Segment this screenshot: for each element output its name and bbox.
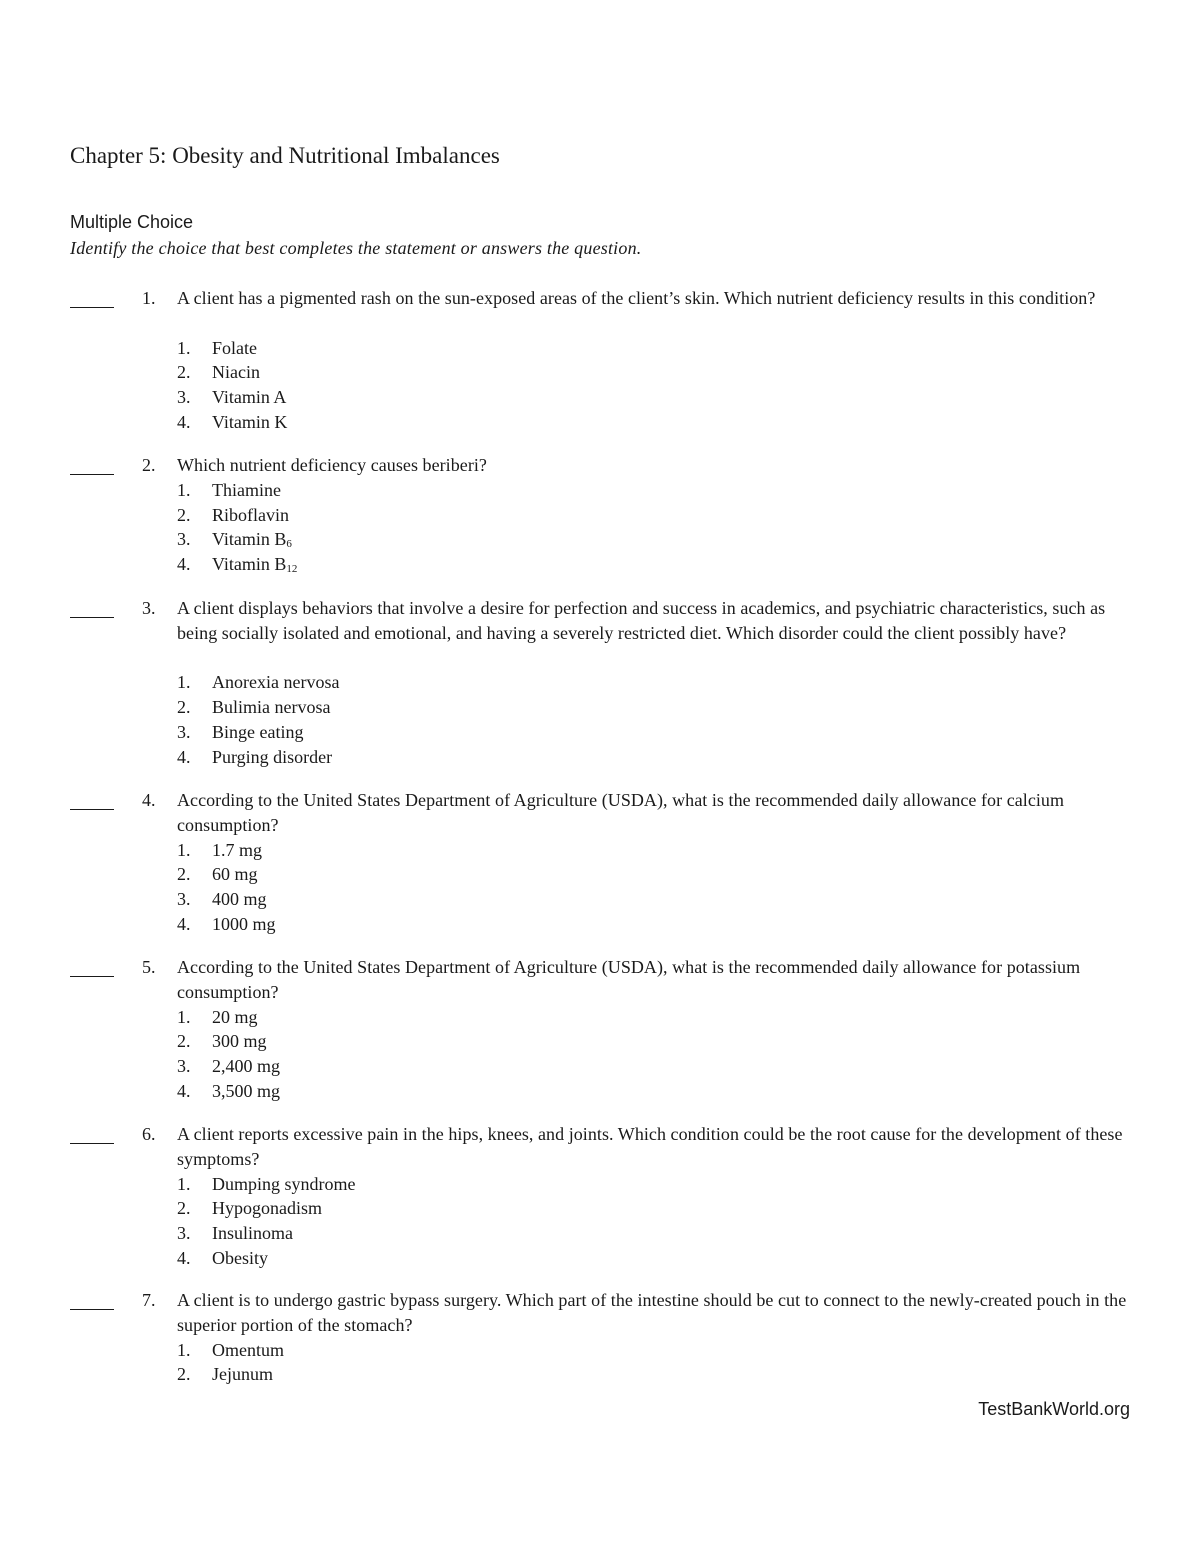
option-text: Anorexia nervosa (212, 672, 340, 693)
option-text (212, 552, 297, 577)
option-item (0, 552, 600, 577)
option-text-base: Vitamin B (212, 554, 287, 575)
option-text: Bulimia nervosa (212, 697, 331, 718)
answer-blank[interactable] (70, 286, 114, 308)
option-number: 4. (177, 1080, 191, 1101)
option-text: 1000 mg (212, 913, 276, 934)
option-list (0, 1005, 600, 1104)
option-number: 1. (177, 839, 191, 860)
option-text: 2,400 mg (212, 1056, 281, 1077)
option-number: 2. (177, 362, 191, 383)
question-number: 3. (142, 598, 156, 618)
question-text: A client displays behaviors that involve a desire for perfection and success in academics, and psychiatric characteristics, such as being socially isolated and emotional, and having a severely restricted diet. Which disorder could the client possibly have? (177, 598, 1106, 643)
option-number: 2. (177, 1198, 191, 1219)
question-text: According to the United States Department of Agriculture (USDA), what is the recommended daily allowance for potassium consumption? (177, 957, 1081, 1002)
option-text: Vitamin A (212, 387, 287, 408)
option-number: 3. (177, 387, 191, 408)
question-number: 1. (142, 288, 156, 308)
option-item (0, 887, 600, 912)
section-heading: Multiple Choice (70, 212, 194, 232)
option-text: Insulinoma (212, 1223, 293, 1244)
option-number: 3. (177, 721, 191, 742)
question-text: A client is to undergo gastric bypass surgery. Which part of the intestine should be cut to connect to the newly-created pouch in the superior portion of the stomach? (177, 1290, 1127, 1335)
option-list (0, 838, 600, 937)
option-text: 400 mg (212, 889, 267, 910)
question-text: Which nutrient deficiency causes beriberi? (177, 455, 487, 475)
option-text: Purging disorder (212, 746, 333, 767)
answer-blank[interactable] (70, 955, 114, 977)
option-number: 1. (177, 479, 191, 500)
instructions-text: Identify the choice that best completes the statement or answers the question. (70, 238, 642, 258)
option-text: 3,500 mg (212, 1080, 281, 1101)
option-item (0, 385, 600, 410)
option-text: Niacin (212, 362, 260, 383)
option-text: Obesity (212, 1247, 268, 1268)
option-number: 1. (177, 672, 191, 693)
option-item (0, 1172, 600, 1197)
option-number: 2. (177, 1031, 191, 1052)
question-text: A client reports excessive pain in the hips, knees, and joints. Which condition could be the root cause for the development of these symptoms? (177, 1124, 1123, 1169)
footer-watermark: TestBankWorld.org (978, 1399, 1130, 1419)
option-item (0, 1196, 600, 1221)
option-item (0, 720, 600, 745)
answer-blank[interactable] (70, 788, 114, 810)
option-text: Jejunum (212, 1364, 273, 1385)
option-text: Riboflavin (212, 504, 289, 525)
option-text: Binge eating (212, 721, 304, 742)
answer-blank[interactable] (70, 1288, 114, 1310)
question-number: 7. (142, 1290, 156, 1310)
option-item (0, 1029, 600, 1054)
answer-blank[interactable] (70, 453, 114, 475)
option-list (0, 478, 600, 577)
option-text: Hypogonadism (212, 1198, 322, 1219)
option-list (0, 1338, 600, 1388)
option-text: Omentum (212, 1339, 284, 1360)
option-text: 300 mg (212, 1031, 267, 1052)
option-number: 3. (177, 889, 191, 910)
question-number: 2. (142, 455, 156, 475)
option-item (0, 1246, 600, 1271)
option-number: 4. (177, 1247, 191, 1268)
option-item (0, 912, 600, 937)
option-item (0, 745, 600, 770)
question-number: 4. (142, 790, 156, 810)
option-number: 2. (177, 1364, 191, 1385)
option-number: 4. (177, 746, 191, 767)
option-text: Folate (212, 337, 257, 358)
option-number: 1. (177, 337, 191, 358)
answer-blank[interactable] (70, 1122, 114, 1144)
option-subscript: 12 (286, 563, 298, 576)
option-list (0, 336, 600, 435)
answer-blank[interactable] (70, 596, 114, 618)
option-item (0, 670, 600, 695)
option-number: 4. (177, 554, 191, 575)
option-text: Dumping syndrome (212, 1173, 356, 1194)
option-text-base: Vitamin B (212, 529, 287, 550)
option-item (0, 1221, 600, 1246)
option-item (0, 1005, 600, 1030)
option-item (0, 1054, 600, 1079)
option-number: 2. (177, 504, 191, 525)
option-number: 3. (177, 529, 191, 550)
question-number: 5. (142, 957, 156, 977)
option-list (0, 670, 600, 769)
question-text: According to the United States Department of Agriculture (USDA), what is the recommended daily allowance for calcium consumption? (177, 790, 1065, 835)
option-item (0, 478, 600, 503)
option-text: 60 mg (212, 864, 258, 885)
option-item (0, 1079, 600, 1104)
option-number: 3. (177, 1223, 191, 1244)
chapter-title: Chapter 5: Obesity and Nutritional Imbalances (70, 143, 500, 168)
option-list (0, 1172, 600, 1271)
option-item (0, 503, 600, 528)
option-item (0, 862, 600, 887)
option-item (0, 527, 600, 552)
option-number: 4. (177, 913, 191, 934)
option-item (0, 695, 600, 720)
option-number: 1. (177, 1339, 191, 1360)
option-number: 3. (177, 1056, 191, 1077)
question-number: 6. (142, 1124, 156, 1144)
option-text: 20 mg (212, 1006, 258, 1027)
option-item (0, 336, 600, 361)
option-number: 2. (177, 864, 191, 885)
option-item (0, 1338, 600, 1363)
option-text: 1.7 mg (212, 839, 263, 860)
option-subscript: 6 (286, 538, 292, 551)
option-text: Thiamine (212, 479, 281, 500)
option-number: 1. (177, 1173, 191, 1194)
option-item (0, 360, 600, 385)
option-number: 1. (177, 1006, 191, 1027)
option-number: 2. (177, 697, 191, 718)
question-text: A client has a pigmented rash on the sun-exposed areas of the client’s skin. Which nutrient deficiency results in this condition? (177, 288, 1096, 308)
option-item (0, 838, 600, 863)
option-text: Vitamin K (212, 411, 288, 432)
option-item (0, 1362, 600, 1387)
option-number: 4. (177, 411, 191, 432)
option-item (0, 410, 600, 435)
option-text (212, 527, 292, 552)
